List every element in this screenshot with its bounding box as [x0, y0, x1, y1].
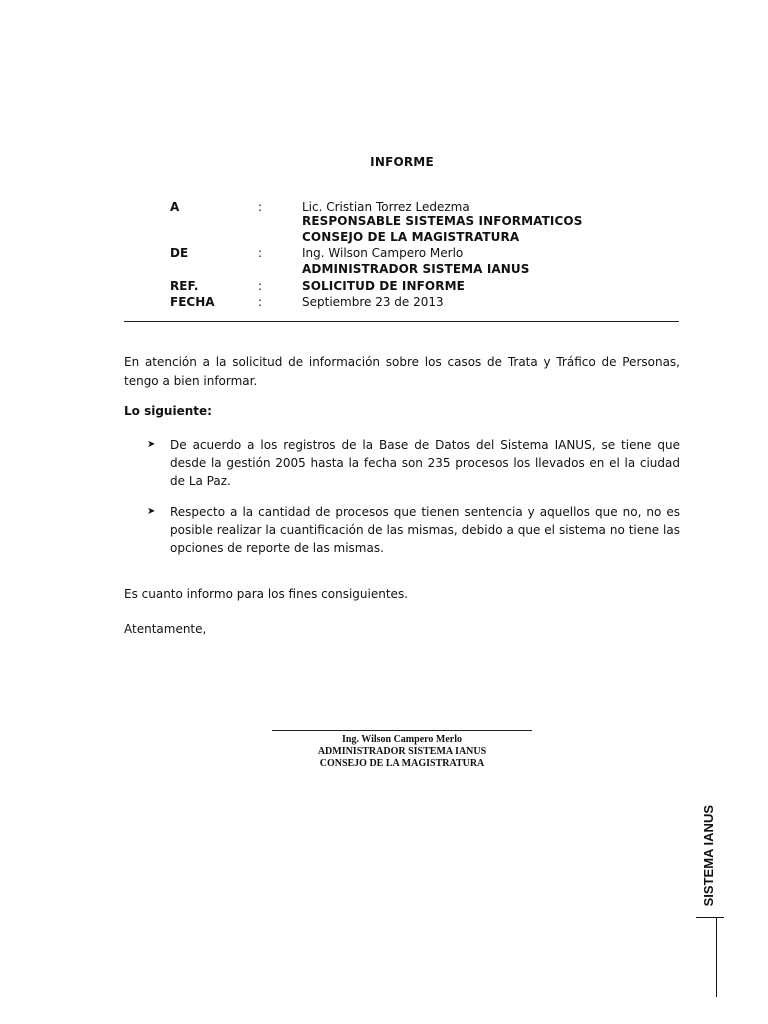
arrow-bullet-icon: ➤	[147, 439, 156, 450]
signature-name: Ing. Wilson Campero Merlo	[341, 734, 462, 745]
date-colon: :	[258, 295, 263, 309]
header-divider	[124, 321, 679, 322]
side-label-rule	[716, 917, 717, 997]
to-institution: CONSEJO DE LA MAGISTRATURA	[302, 230, 520, 244]
intro-paragraph: En atención a la solicitud de información sobre los casos de Trata y Tráfico de Personas, tengo a bien informar.	[124, 355, 680, 388]
arrow-bullet-icon: ➤	[147, 506, 156, 517]
side-label-text: SISTEMA IANUS	[701, 805, 716, 907]
to-colon: :	[258, 200, 263, 214]
from-name: Ing. Wilson Campero Merlo	[302, 246, 464, 260]
salutation: Atentamente,	[124, 622, 207, 636]
document-title: INFORME	[370, 155, 434, 169]
from-label: DE	[170, 246, 189, 260]
to-name: Lic. Cristian Torrez Ledezma	[302, 200, 470, 214]
signature-line	[272, 730, 532, 731]
side-label	[696, 805, 722, 917]
list-item-text: De acuerdo a los registros de la Base de Datos del Sistema IANUS, se tiene que desde la gestión 2005 hasta la fecha son 235 procesos los llevados en el la ciudad de La Paz.	[170, 438, 680, 488]
list-item-text: Respecto a la cantidad de procesos que tienen sentencia y aquellos que no, no es posible realizar la cuantificación de las mismas, debido a que el sistema no tiene las opciones de reporte de las mismas.	[170, 505, 680, 555]
from-colon: :	[258, 246, 263, 260]
to-position: RESPONSABLE SISTEMAS INFORMATICOS	[302, 214, 583, 228]
date-label: FECHA	[170, 295, 215, 309]
from-position: ADMINISTRADOR SISTEMA IANUS	[302, 262, 530, 276]
subheading: Lo siguiente:	[124, 404, 212, 418]
ref-colon: :	[258, 279, 263, 293]
signature-institution: CONSEJO DE LA MAGISTRATURA	[319, 758, 485, 769]
side-label-underline	[696, 917, 724, 918]
closing-paragraph: Es cuanto informo para los fines consiguientes.	[124, 587, 409, 601]
date-value: Septiembre 23 de 2013	[302, 295, 444, 309]
ref-label: REF.	[170, 279, 199, 293]
to-label: A	[170, 200, 180, 214]
signature-position: ADMINISTRADOR SISTEMA IANUS	[317, 746, 487, 757]
ref-value: SOLICITUD DE INFORME	[302, 279, 465, 293]
